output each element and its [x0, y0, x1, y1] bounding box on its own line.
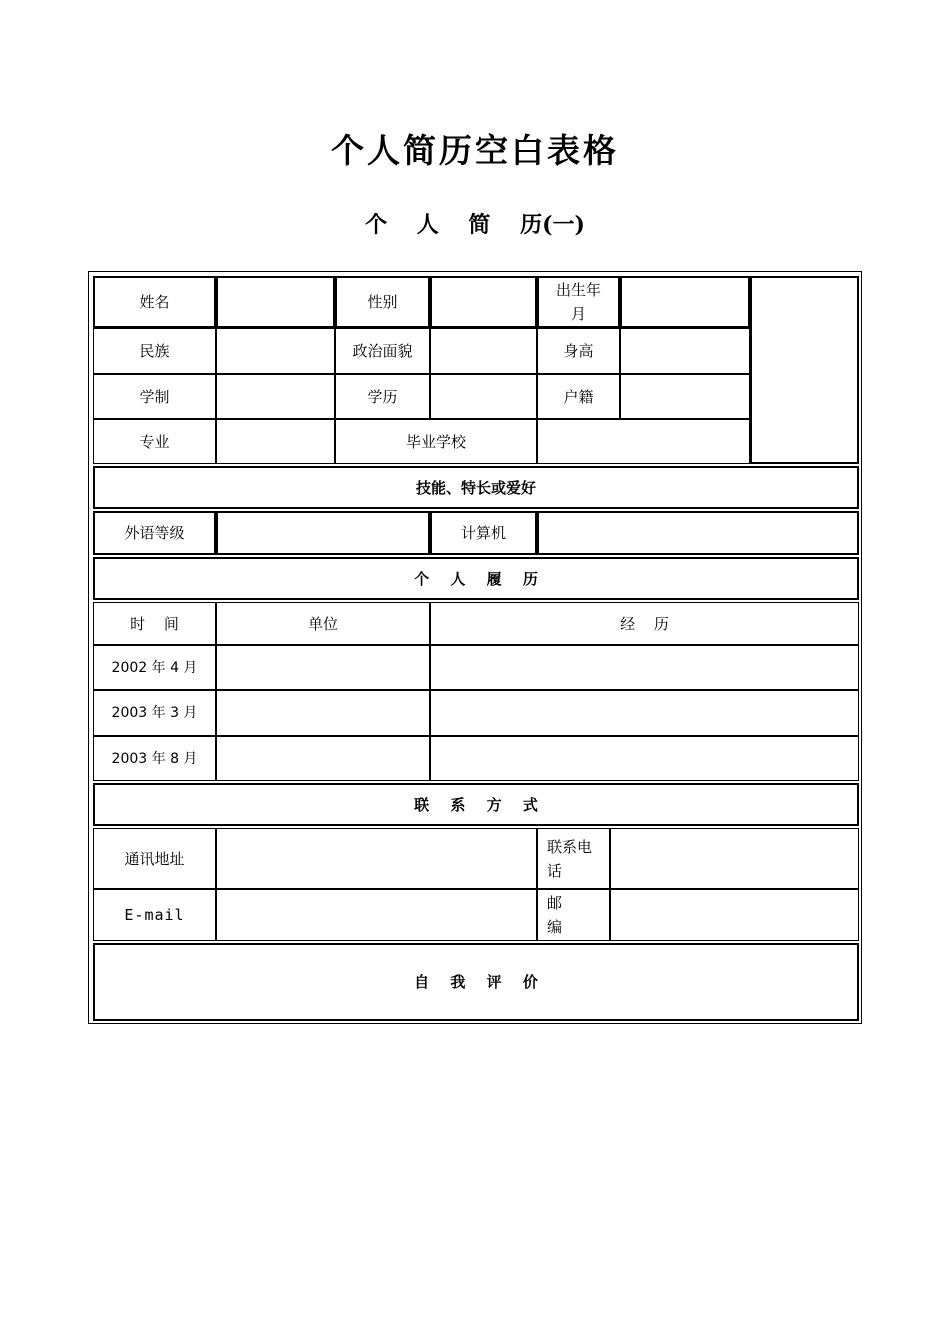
history-col-experience: 经 历	[430, 602, 859, 645]
graduated-field[interactable]	[537, 419, 750, 464]
household-field[interactable]	[620, 374, 750, 419]
history-row-time: 2002 年 4 月	[93, 645, 216, 690]
resume-form	[88, 271, 862, 1024]
address-field[interactable]	[216, 828, 537, 889]
history-row-experience[interactable]	[430, 645, 859, 690]
education-label: 学历	[335, 374, 430, 419]
gender-field[interactable]	[430, 276, 537, 328]
major-field[interactable]	[216, 419, 335, 464]
schooling-field[interactable]	[216, 374, 335, 419]
history-row-unit[interactable]	[216, 645, 430, 690]
history-row-time: 2003 年 3 月	[93, 690, 216, 736]
birth-field[interactable]	[620, 276, 750, 328]
address-label: 通讯地址	[93, 828, 216, 889]
history-row-experience[interactable]	[430, 690, 859, 736]
postcode-label: 邮 编	[537, 889, 610, 941]
email-field[interactable]	[216, 889, 537, 941]
computer-field[interactable]	[537, 511, 859, 555]
phone-label: 联系电 话	[537, 828, 610, 889]
document-title: 个人简历空白表格	[331, 131, 619, 170]
ethnicity-label: 民族	[93, 328, 216, 374]
height-label: 身高	[537, 328, 620, 374]
skills-header: 技能、特长或爱好	[93, 466, 859, 509]
height-field[interactable]	[620, 328, 750, 374]
history-row-unit[interactable]	[216, 736, 430, 781]
graduated-label: 毕业学校	[335, 419, 537, 464]
gender-label: 性别	[335, 276, 430, 328]
household-label: 户籍	[537, 374, 620, 419]
political-field[interactable]	[430, 328, 537, 374]
history-row-unit[interactable]	[216, 690, 430, 736]
document-subtitle: 个 人 简 历(一)	[365, 212, 585, 238]
history-row-experience[interactable]	[430, 736, 859, 781]
history-col-time: 时 间	[93, 602, 216, 645]
history-col-unit: 单位	[216, 602, 430, 645]
history-row-time: 2003 年 8 月	[93, 736, 216, 781]
history-header: 个 人 履 历	[93, 557, 859, 600]
email-label: E-mail	[93, 889, 216, 941]
phone-field[interactable]	[610, 828, 859, 889]
political-label: 政治面貌	[335, 328, 430, 374]
language-field[interactable]	[216, 511, 430, 555]
major-label: 专业	[93, 419, 216, 464]
schooling-label: 学制	[93, 374, 216, 419]
name-field[interactable]	[216, 276, 335, 328]
contact-header: 联 系 方 式	[93, 783, 859, 826]
computer-label: 计算机	[430, 511, 537, 555]
ethnicity-field[interactable]	[216, 328, 335, 374]
self-eval-header: 自 我 评 价	[93, 943, 859, 1021]
postcode-field[interactable]	[610, 889, 859, 941]
birth-label: 出生年 月	[537, 276, 620, 328]
photo-box[interactable]	[750, 276, 859, 464]
education-field[interactable]	[430, 374, 537, 419]
language-label: 外语等级	[93, 511, 216, 555]
name-label: 姓名	[93, 276, 216, 328]
